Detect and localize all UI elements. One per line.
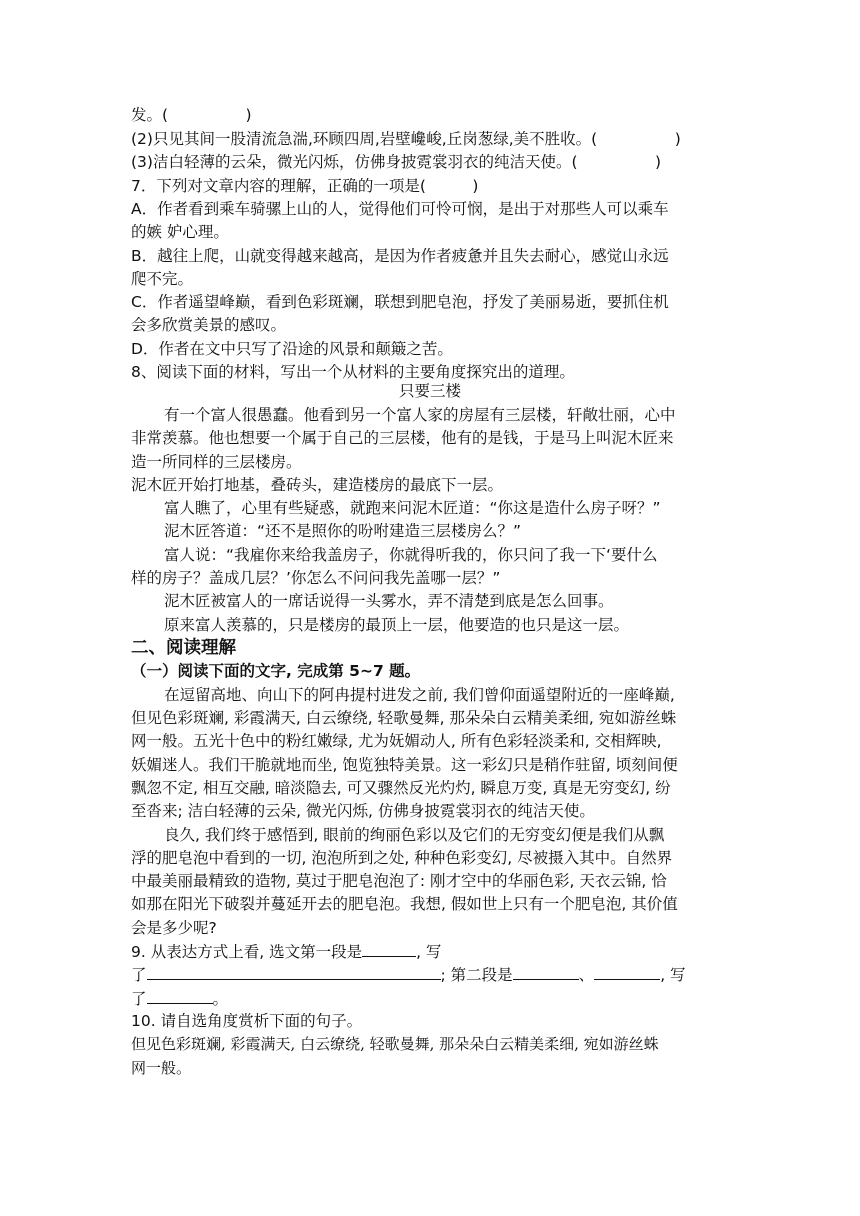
q9-line3 — [131, 987, 731, 1010]
q9-text: ; 第二段是 — [440, 966, 513, 984]
q7-option-b-cont: 爬不完。 — [131, 270, 194, 288]
passage-line: 浮的肥皂泡中看到的一切, 泡泡所到之处, 种种色彩变幻, 尽被摄入其中。自然界 — [131, 849, 673, 867]
story-paragraph-line: 泥木匠被富人的一席话说得一头雾水，弄不清楚到底是怎么回事。 — [164, 592, 614, 610]
q9-text: 。 — [212, 990, 229, 1008]
q7-option-a-cont: 的嫉 妒心理。 — [131, 223, 229, 241]
q9-text: 、 — [578, 966, 595, 984]
q9-text: , 写 — [416, 943, 442, 961]
quoted-sentence: 网一般。 — [131, 1059, 192, 1077]
story-paragraph-line: 泥木匠答道：“还不是照你的吩咐建造三层楼房么？” — [164, 522, 522, 540]
answer-blank[interactable] — [513, 963, 579, 980]
passage-line: 但见色彩斑斓, 彩霞满天, 白云缭绕, 轻歌曼舞, 那朵朵白云精美柔细, 宛如游丝蛛 — [131, 709, 677, 727]
answer-blank[interactable] — [594, 963, 660, 980]
story-paragraph-line: 富人说：“我雇你来给我盖房子，你就得听我的，你只问了我一下‘要什么 — [164, 546, 658, 564]
passage-line: 网一般。五光十色中的粉红嫩绿, 尤为妩媚动人, 所有色彩轻淡柔和, 交相辉映, — [131, 732, 662, 750]
q9-text: , 写 — [660, 966, 686, 984]
passage-line: 至沓来; 洁白轻薄的云朵, 微光闪烁, 仿佛身披霓裳羽衣的纯洁天使。 — [131, 802, 595, 820]
story-paragraph-line: 富人瞧了，心里有些疑惑，就跑来问泥木匠道：“你这是造什么房子呀？” — [164, 499, 661, 517]
q6-line1-tail: 发。( ) — [131, 106, 252, 124]
q7-option-c: C．作者遥望峰巅，看到色彩斑斓，联想到肥皂泡，抒发了美丽易逝，要抓住机 — [131, 293, 669, 311]
q7-option-a: A．作者看到乘车骑骡上山的人，觉得他们可怜可悯，是出于对那些人可以乘车 — [131, 200, 669, 218]
q6-item-3: (3)洁白轻薄的云朵，微光闪烁，仿佛身披霓裳羽衣的纯洁天使。( ) — [131, 153, 662, 171]
section-heading: 二、阅读理解 — [131, 638, 236, 658]
q9-stem: 9. 从表达方式上看, 选文第一段是 — [131, 943, 363, 961]
story-paragraph-line: 有一个富人很愚蠢。他看到另一个富人家的房屋有三层楼，轩敞壮丽，心中 — [164, 406, 676, 424]
passage-line: 中最美丽最精致的造物, 莫过于肥皂泡泡了: 刚才空中的华丽色彩, 天衣云锦, 恰 — [131, 872, 667, 890]
story-paragraph-line: 非常羡慕。他也想要一个属于自己的三层楼，他有的是钱，于是马上叫泥木匠来 — [131, 429, 674, 447]
subsection-heading: （一）阅读下面的文字, 完成第 5~7 题。 — [131, 662, 421, 680]
q8-stem: 8、阅读下面的材料，写出一个从材料的主要角度探究出的道理。 — [131, 363, 575, 381]
story-paragraph-line: 泥木匠开始打地基，叠砖头，建造楼房的最底下一层。 — [131, 476, 504, 494]
q7-option-b: B．越往上爬，山就变得越来越高，是因为作者疲惫并且失去耐心，感觉山永远 — [131, 247, 669, 265]
q7-option-c-cont: 会多欣赏美景的感叹。 — [131, 316, 287, 334]
passage-line: 良久, 我们终于感悟到, 眼前的绚丽色彩以及它们的无穷变幻便是我们从飘 — [164, 826, 665, 844]
q9-line1 — [131, 940, 731, 963]
q7-option-d: D．作者在文中只写了沿途的风景和颠簸之苦。 — [131, 340, 453, 358]
answer-blank[interactable] — [147, 987, 213, 1004]
passage-line: 妖媚迷人。我们干脆就地而坐, 饱览独特美景。这一彩幻只是稍作驻留, 顷刻间便 — [131, 756, 678, 774]
q6-item-2: (2)只见其间一股清流急湍,环顾四周,岩壁巉峻,丘岗葱绿,美不胜收。( ) — [131, 130, 681, 148]
q10-stem: 10. 请自选角度赏析下面的句子。 — [131, 1012, 363, 1030]
q9-text: 了 — [131, 990, 147, 1008]
story-paragraph-line: 造一所同样的三层楼房。 — [131, 453, 302, 471]
story-paragraph-line: 原来富人羡慕的，只是楼房的最顶上一层，他要造的也只是这一层。 — [164, 616, 630, 634]
answer-blank[interactable] — [362, 940, 416, 957]
quoted-sentence: 但见色彩斑斓, 彩霞满天, 白云缭绕, 轻歌曼舞, 那朵朵白云精美柔细, 宛如游丝蛛 — [131, 1035, 659, 1053]
q7-stem: 7．下列对文章内容的理解，正确的一项是( ) — [131, 177, 479, 195]
passage-line: 如那在阳光下破裂并蔓延开去的肥皂泡。我想, 假如世上只有一个肥皂泡, 其价值 — [131, 895, 678, 913]
story-paragraph-line: 样的房子？盖成几层？’你怎么不问问我先盖哪一层？” — [131, 569, 501, 587]
passage-line: 会是多少呢? — [131, 919, 217, 937]
answer-blank[interactable] — [147, 963, 441, 980]
passage-line: 飘忽不定, 相互交融, 暗淡隐去, 可又骤然反光灼灼, 瞬息万变, 真是无穷变幻, 纷 — [131, 779, 671, 797]
q9-text: 了 — [131, 966, 147, 984]
passage-line: 在逗留高地、向山下的阿冉提村进发之前, 我们曾仰面遥望附近的一座峰巅, — [164, 686, 675, 704]
story-title: 只要三楼 — [398, 382, 461, 400]
q9-line2 — [131, 963, 731, 986]
